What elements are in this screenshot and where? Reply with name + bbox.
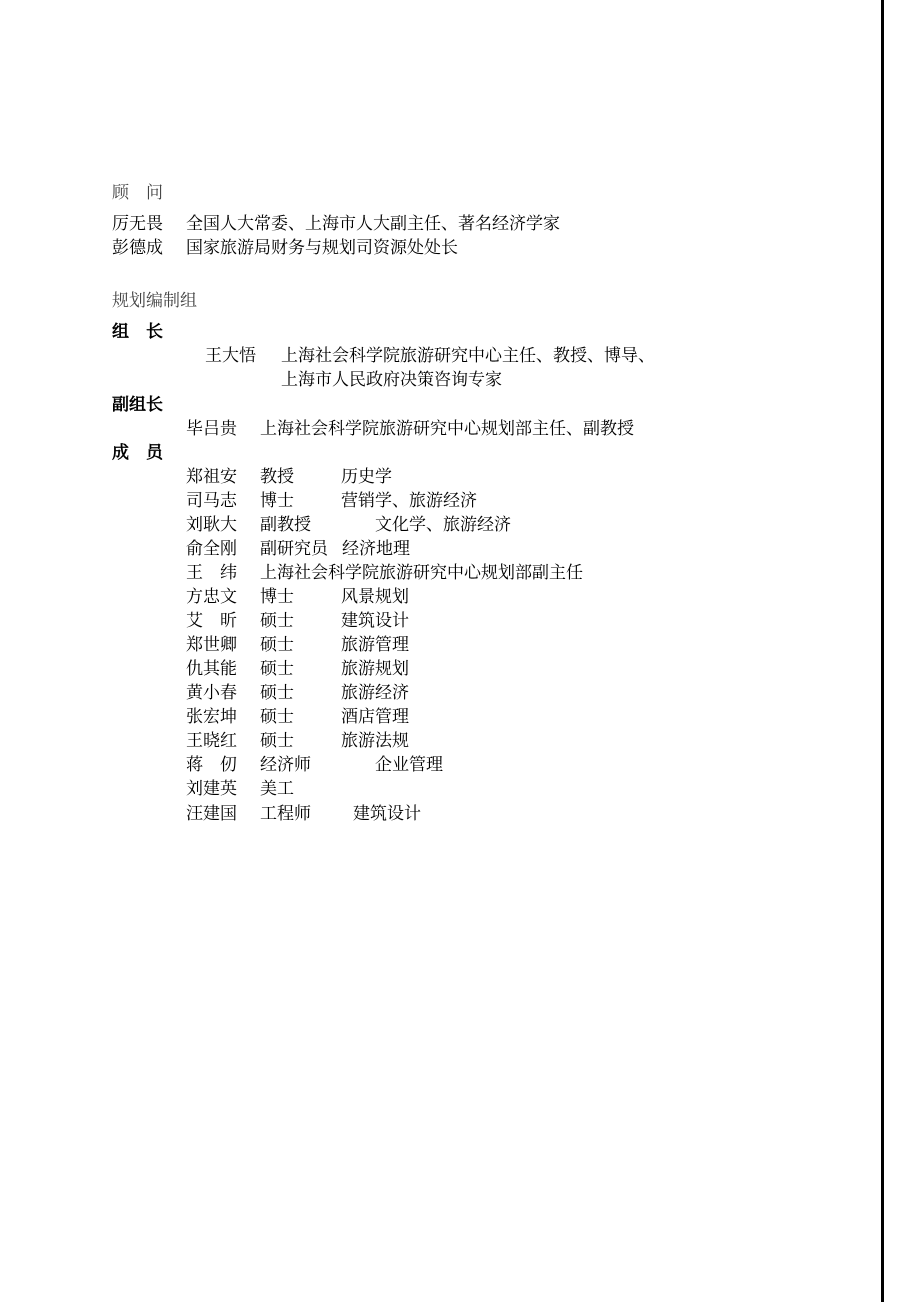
- member-field: 营销学、旅游经济: [341, 491, 477, 511]
- advisor-name: 彭德成: [112, 238, 163, 258]
- member-field: 文化学、旅游经济: [375, 515, 511, 535]
- member-title: 硕士: [260, 659, 294, 679]
- member-title: 工程师: [260, 804, 311, 824]
- member-name: 张宏坤: [186, 707, 237, 727]
- member-name: 王晓红: [186, 731, 237, 751]
- member-title: 硕士: [260, 635, 294, 655]
- advisor-name: 厉无畏: [112, 214, 163, 234]
- leader-title-line2: 上海市人民政府决策咨询专家: [281, 370, 502, 390]
- member-title: 硕士: [260, 683, 294, 703]
- member-name: 郑祖安: [186, 467, 237, 487]
- advisors-heading: 顾 问: [112, 183, 163, 203]
- member-name: 刘耿大: [186, 515, 237, 535]
- member-name: 郑世卿: [186, 635, 237, 655]
- member-field: 酒店管理: [341, 707, 409, 727]
- member-field: 风景规划: [341, 587, 409, 607]
- member-title: 副研究员: [260, 539, 328, 559]
- member-name: 刘建英: [186, 779, 237, 799]
- member-name: 蒋 仞: [186, 755, 237, 775]
- deputy-label: 副组长: [112, 395, 163, 415]
- member-field: 旅游管理: [341, 635, 409, 655]
- member-field: 企业管理: [375, 755, 443, 775]
- leader-title-line1: 上海社会科学院旅游研究中心主任、教授、博导、: [281, 346, 655, 366]
- member-name: 方忠文: [186, 587, 237, 607]
- member-title: 上海社会科学院旅游研究中心规划部副主任: [260, 563, 583, 583]
- leader-name: 王大悟: [205, 346, 256, 366]
- advisor-title: 全国人大常委、上海市人大副主任、著名经济学家: [186, 214, 560, 234]
- page-right-border: [881, 0, 884, 1302]
- deputy-title: 上海社会科学院旅游研究中心规划部主任、副教授: [260, 419, 634, 439]
- member-field: 经济地理: [342, 539, 410, 559]
- member-field: 建筑设计: [341, 611, 409, 631]
- member-name: 司马志: [186, 491, 237, 511]
- members-label: 成 员: [112, 443, 163, 463]
- member-name: 黄小春: [186, 683, 237, 703]
- member-title: 美工: [260, 779, 294, 799]
- member-name: 俞全刚: [186, 539, 237, 559]
- member-title: 硕士: [260, 707, 294, 727]
- member-title: 博士: [260, 491, 294, 511]
- member-name: 艾 昕: [186, 611, 237, 631]
- member-field: 旅游法规: [341, 731, 409, 751]
- member-title: 硕士: [260, 731, 294, 751]
- member-title: 经济师: [260, 755, 311, 775]
- member-name: 仇其能: [186, 659, 237, 679]
- member-name: 汪建国: [186, 804, 237, 824]
- advisor-title: 国家旅游局财务与规划司资源处处长: [186, 238, 458, 258]
- deputy-name: 毕吕贵: [186, 419, 237, 439]
- member-title: 教授: [260, 467, 294, 487]
- member-name: 王 纬: [186, 563, 237, 583]
- member-field: 旅游规划: [341, 659, 409, 679]
- team-heading: 规划编制组: [112, 291, 197, 311]
- member-field: 旅游经济: [341, 683, 409, 703]
- member-title: 博士: [260, 587, 294, 607]
- leader-label: 组 长: [112, 322, 163, 342]
- member-field: 历史学: [341, 467, 392, 487]
- member-title: 副教授: [260, 515, 311, 535]
- member-title: 硕士: [260, 611, 294, 631]
- member-field: 建筑设计: [353, 804, 421, 824]
